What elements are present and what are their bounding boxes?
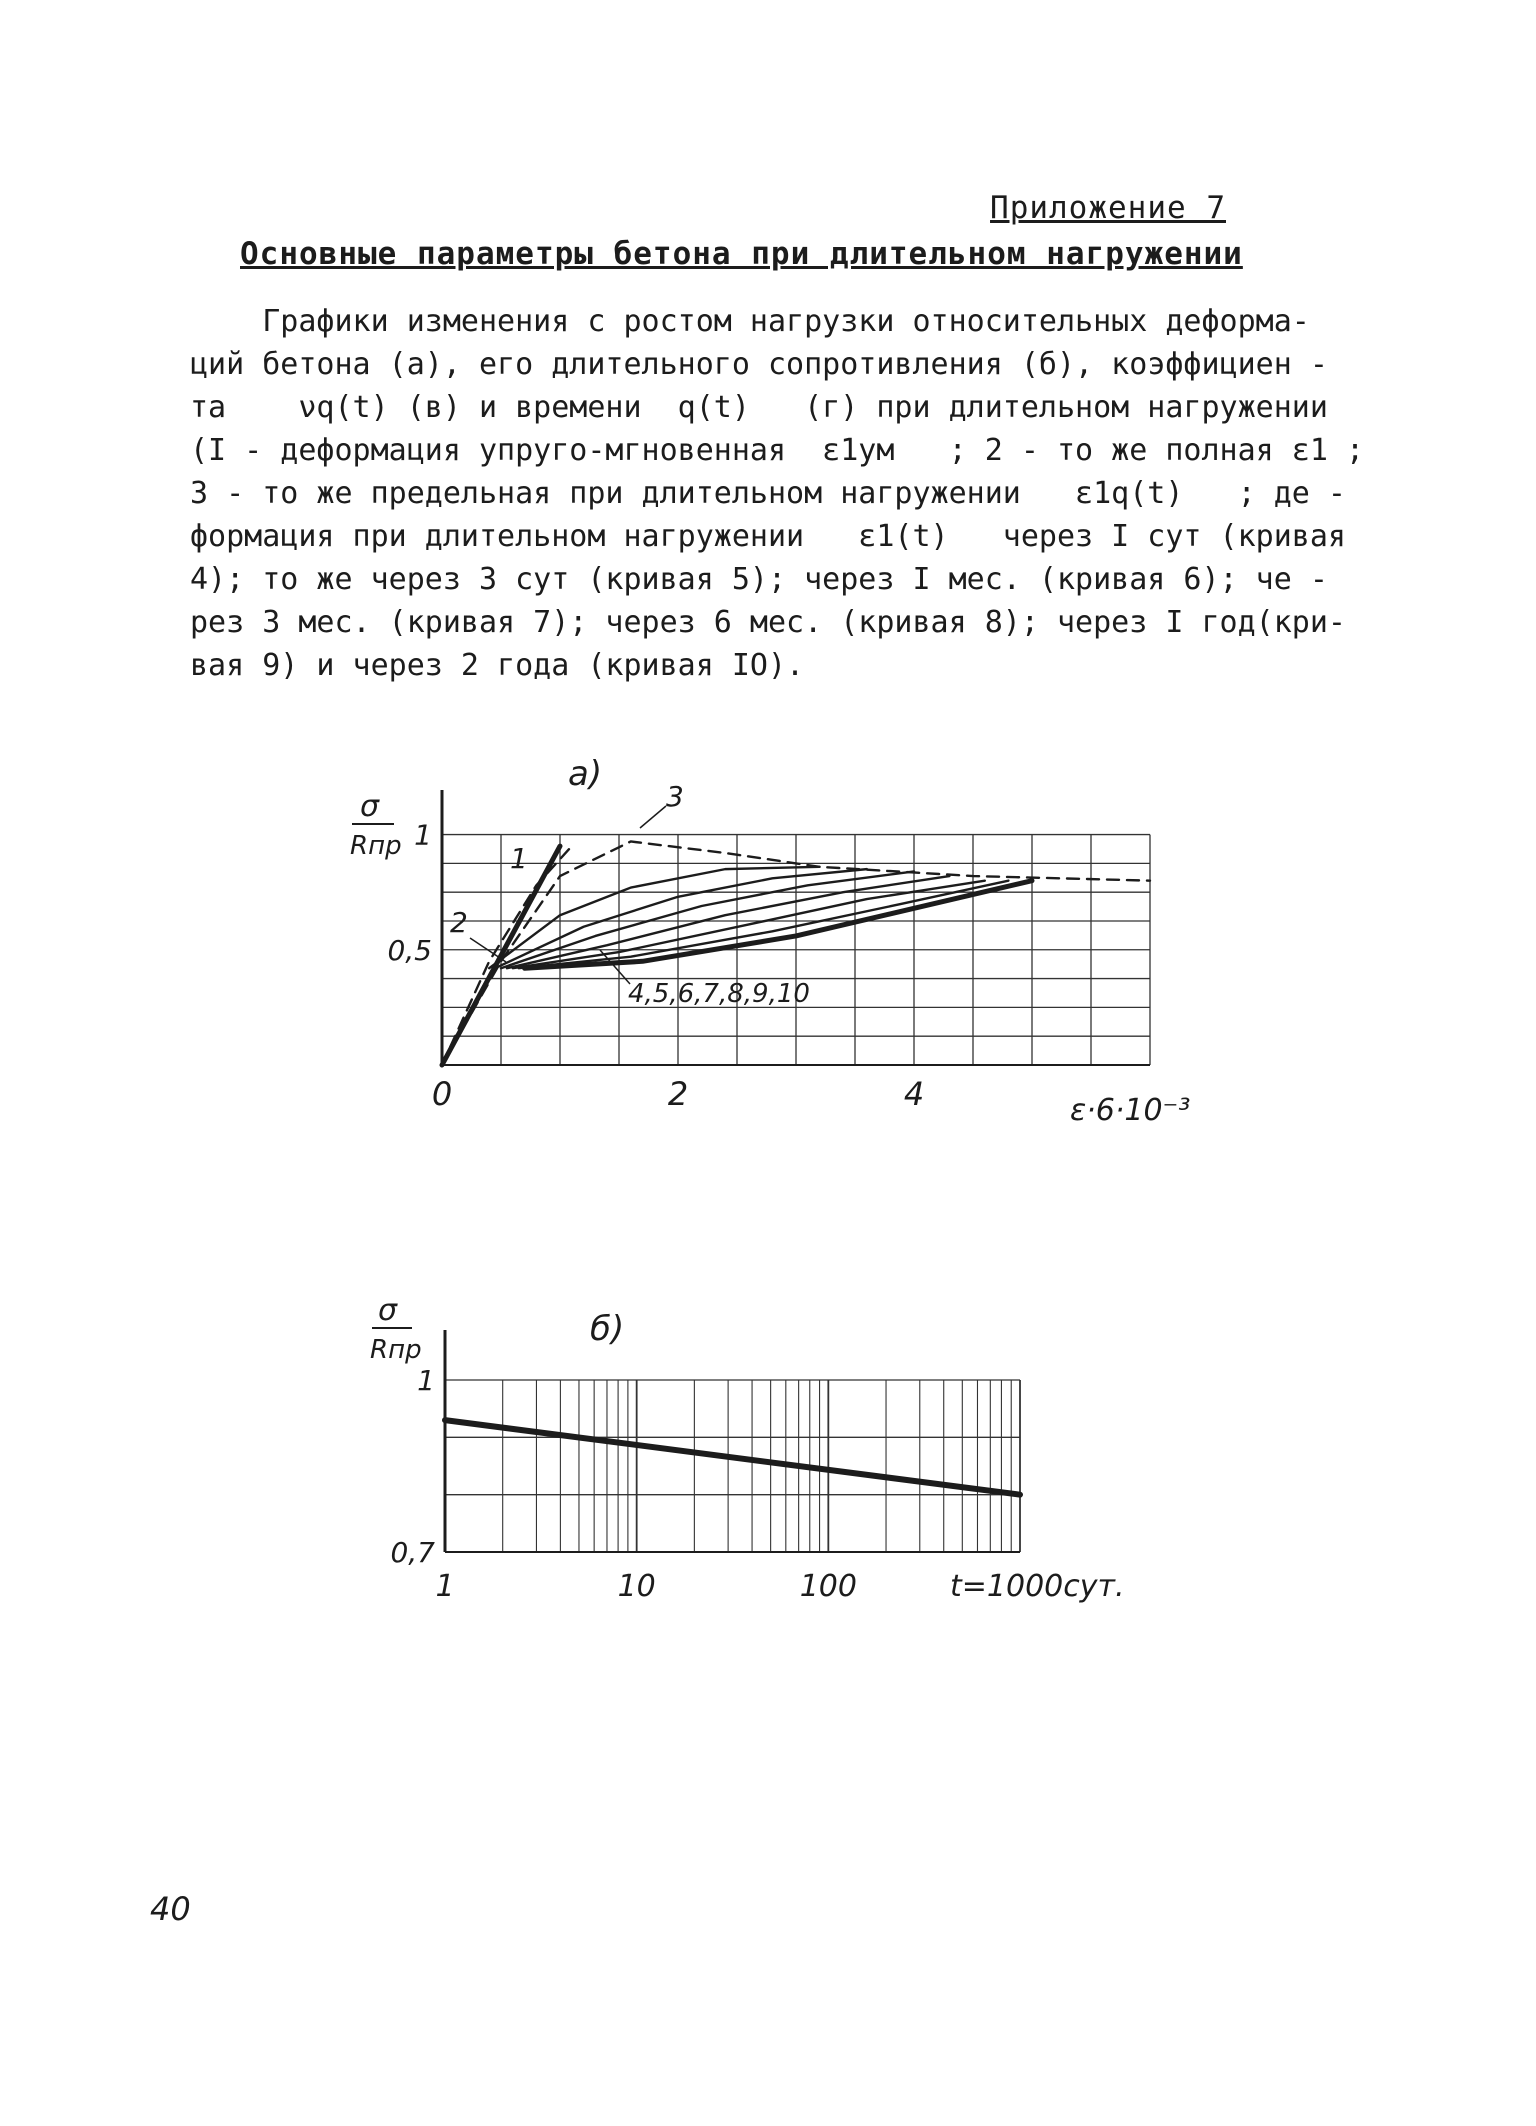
body-line: Графики изменения с ростом нагрузки относительных деформа- (190, 304, 1310, 339)
panel-label: б) (590, 1309, 625, 1349)
y-label-num: σ (360, 789, 380, 824)
y-label-den: Rпр (350, 831, 402, 861)
body-line: 4); то же через 3 сут (кривая 5); через I мес. (кривая 6); че - (190, 562, 1328, 597)
leader-line (640, 806, 666, 828)
x-tick-label: 0 (431, 1075, 453, 1113)
y-tick-label: 0,5 (387, 933, 432, 967)
page-title: Основные параметры бетона при длительном нагружении (240, 236, 1243, 272)
panel-label: a) (568, 754, 603, 794)
series-group (445, 1420, 1020, 1495)
grid (445, 1380, 1020, 1552)
chart-a (330, 740, 1210, 1140)
y-tick-label: 0,7 (390, 1536, 435, 1569)
x-tick-label: 2 (667, 1075, 689, 1113)
curve-label-2: 2 (450, 906, 468, 939)
x-axis-label: ε·6·10⁻³ (1070, 1093, 1191, 1128)
body-line: ций бетона (а), его длительного сопротивления (б), коэффициен - (190, 347, 1328, 382)
x-tick-label: 10 (617, 1569, 656, 1604)
curve-label-4-10: 4,5,6,7,8,9,10 (628, 979, 810, 1009)
x-tick-label: 1 (435, 1569, 455, 1604)
body-line: вая 9) и через 2 года (кривая IO). (190, 648, 805, 683)
curve-label-1: 1 (510, 842, 528, 875)
series-line (445, 1420, 1020, 1495)
y-tick-label: 1 (414, 818, 432, 852)
page-number: 40 (150, 1890, 191, 1928)
curve-label-3: 3 (666, 780, 684, 813)
appendix-label: Приложение 7 (990, 190, 1226, 226)
x-tick-label: 4 (903, 1075, 925, 1113)
body-text (190, 300, 1364, 687)
y-label-den: Rпр (370, 1335, 422, 1365)
body-line: 3 - то же предельная при длительном нагружении ε1q(t) ; де - (190, 476, 1346, 511)
x-tick-label: 100 (799, 1569, 857, 1604)
series-line-7 (507, 876, 950, 968)
chart-b (350, 1280, 1130, 1620)
x-axis-label: t=1000сут. (950, 1569, 1125, 1604)
body-line: рез 3 мес. (кривая 7); через 6 мес. (кривая 8); через I год(кри- (190, 605, 1346, 640)
body-line: та νq(t) (в) и времени q(t) (г) при длительном нагружении (190, 390, 1328, 425)
y-label-num: σ (378, 1293, 398, 1328)
body-line: формация при длительном нагружении ε1(t) через I сут (кривая (190, 519, 1346, 554)
y-tick-label: 1 (417, 1364, 435, 1397)
body-line: (I - деформация упруго-мгновенная ε1ум ; 2 - то же полная ε1 ; (190, 433, 1364, 468)
